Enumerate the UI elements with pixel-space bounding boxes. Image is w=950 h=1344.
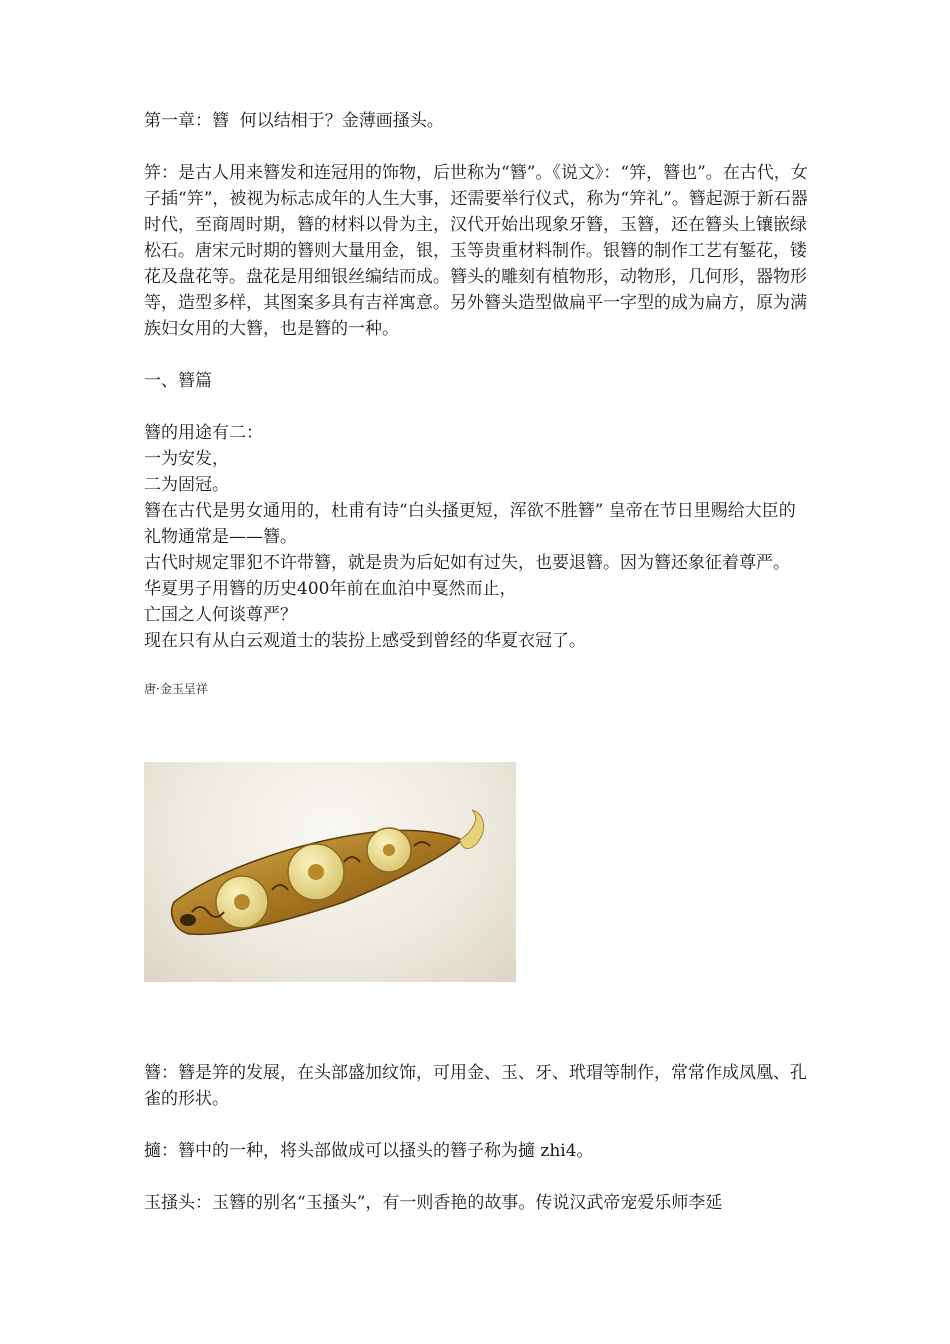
definitions-section [144,1060,808,1216]
history-line-2: 古代时规定罪犯不许带簪，就是贵为后妃如有过失，也要退簪。因为簪还象征着尊严。 [144,553,790,573]
uses-item-1: 一为安发， [144,449,229,469]
intro-paragraph: 笄：是古人用来簪发和连冠用的饰物，后世称为“簪”。《说文》：“笄，簪也”。在古代，女子插“笄”，被视为标志成年的人生大事，还需要举行仪式，称为“笄礼”。簪起源于新石器时代，至商周时期，簪的材料以骨为主，汉代开始出现象牙簪，玉簪，还在簪头上镶嵌绿松石。唐宋元时期的簪则大量用金，银，玉等贵重材料制作。银簪的制作工艺有錾花，镂花及盘花等。盘花是用细银丝编结而成。簪头的雕刻有植物形，动物形，几何形，器物形等，造型多样，其图案多具有吉祥寓意。另外簪头造型做扁平一字型的成为扁方，原为满族妇女用的大簪，也是簪的一种。 [144,163,808,339]
image-caption: 唐·金玉呈祥 [144,682,208,696]
document-body [144,108,808,698]
chapter-title: 第一章：簪 何以结相于？金薄画搔头。 [144,111,444,131]
section-heading: 一、簪篇 [144,371,212,391]
history-line-4: 亡国之人何谈尊严？ [144,605,297,625]
definition-yusaotou: 玉搔头：玉簪的别名“玉搔头”，有一则香艳的故事。传说汉武帝宠爱乐师李延 [144,1193,723,1213]
definition-zhi: 擿：簪中的一种，将头部做成可以搔头的簪子称为擿 zhi4。 [144,1141,594,1161]
history-line-3: 华夏男子用簪的历史400年前在血泊中戛然而止， [144,579,517,599]
uses-intro: 簪的用途有二： [144,423,263,443]
gold-jade-hairpin-illustration [144,762,516,982]
history-line-5: 现在只有从白云观道士的装扮上感受到曾经的华夏衣冠了。 [144,631,586,651]
hairpin-photo [144,762,516,982]
definition-zan: 簪：簪是笄的发展，在头部盛加纹饰，可用金、玉、牙、玳瑁等制作，常常作成凤凰、孔雀的形状。 [144,1063,807,1109]
uses-item-2: 二为固冠。 [144,475,229,495]
history-line-1: 簪在古代是男女通用的，杜甫有诗“白头搔更短，浑欲不胜簪” 皇帝在节日里赐给大臣的礼物通常是——簪。 [144,501,796,547]
